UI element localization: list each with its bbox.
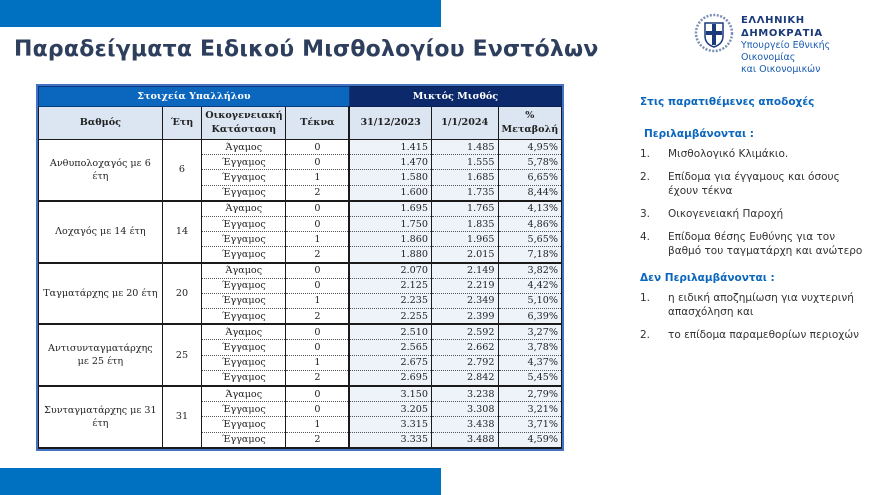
children-cell: 0: [286, 263, 349, 279]
excluded-list: [640, 291, 870, 342]
pct-change-cell: 3,78%: [498, 340, 562, 355]
family-status-cell: Άγαμος: [202, 201, 286, 217]
children-cell: 2: [286, 432, 349, 448]
ministry-logo-text: [741, 14, 880, 76]
col-pct-line2: Μεταβολή: [501, 124, 559, 135]
gross-salary-header: Μικτός Μισθός: [349, 87, 561, 107]
salary-2024-cell: 3.238: [431, 386, 498, 402]
list-text: Οικογενειακή Παροχή: [668, 208, 784, 220]
children-cell: 1: [286, 355, 349, 370]
list-item: [640, 147, 870, 161]
children-cell: 0: [286, 201, 349, 217]
salary-2024-cell: 1.765: [431, 201, 498, 217]
salary-2023-cell: 2.125: [349, 278, 431, 293]
salary-2024-cell: 2.219: [431, 278, 498, 293]
pct-change-cell: 6,65%: [498, 170, 562, 185]
rank-cell: Λοχαγός με 14 έτη: [39, 201, 163, 263]
family-status-cell: Έγγαμος: [202, 293, 286, 308]
salary-2023-cell: 3.150: [349, 386, 431, 402]
table-row: [39, 386, 562, 402]
salary-2023-cell: 1.880: [349, 247, 431, 263]
pct-change-cell: 5,10%: [498, 293, 562, 308]
pct-change-cell: 5,78%: [498, 155, 562, 170]
family-status-cell: Έγγαμος: [202, 309, 286, 325]
salary-2024-cell: 3.488: [431, 432, 498, 448]
table-row: [39, 140, 562, 155]
family-status-cell: Έγγαμος: [202, 402, 286, 417]
logo-title: ΕΛΛΗΝΙΚΗ ΔΗΜΟΚΡΑΤΙΑ: [741, 15, 823, 39]
years-cell: 14: [162, 201, 202, 263]
list-number: 1.: [640, 148, 651, 160]
list-text: η ειδική αποζημίωση για νυχτερινή απασχόληση και: [668, 292, 854, 318]
family-status-cell: Έγγαμος: [202, 417, 286, 432]
salary-2024-cell: 3.308: [431, 402, 498, 417]
rank-cell: Αντισυνταγματάρχης με 25 έτη: [39, 324, 163, 386]
employee-details-header: Στοιχεία Υπαλλήλου: [39, 87, 350, 107]
children-cell: 0: [286, 386, 349, 402]
family-status-cell: Έγγαμος: [202, 170, 286, 185]
salary-2024-cell: 2.662: [431, 340, 498, 355]
children-cell: 1: [286, 417, 349, 432]
salary-2024-cell: 1.835: [431, 216, 498, 231]
rank-cell: Ταγματάρχης με 20 έτη: [39, 263, 163, 325]
pct-change-cell: 4,59%: [498, 432, 562, 448]
salary-2023-cell: 3.315: [349, 417, 431, 432]
family-status-cell: Έγγαμος: [202, 370, 286, 386]
salary-2024-cell: 2.399: [431, 309, 498, 325]
salary-2024-cell: 2.015: [431, 247, 498, 263]
notes-heading: Στις παρατιθέμενες αποδοχές: [640, 96, 815, 108]
list-number: 2.: [640, 171, 651, 183]
pct-change-cell: 3,71%: [498, 417, 562, 432]
children-cell: 0: [286, 324, 349, 340]
salary-2024-cell: 1.735: [431, 185, 498, 201]
pct-change-cell: 5,45%: [498, 370, 562, 386]
list-item: [640, 230, 870, 258]
salary-2024-cell: 2.349: [431, 293, 498, 308]
family-status-cell: Άγαμος: [202, 386, 286, 402]
pct-change-cell: 8,44%: [498, 185, 562, 201]
col-date-1: 31/12/2023: [349, 107, 431, 140]
salary-2023-cell: 3.205: [349, 402, 431, 417]
salary-2023-cell: 1.750: [349, 216, 431, 231]
list-text: Επίδομα για έγγαμους και όσους έχουν τέκνα: [668, 171, 840, 197]
salary-table: [36, 84, 564, 451]
list-number: 1.: [640, 292, 651, 304]
list-item: [640, 291, 870, 319]
rank-cell: Ανθυπολοχαγός με 6 έτη: [39, 140, 163, 201]
children-cell: 1: [286, 232, 349, 247]
salary-2024-cell: 2.842: [431, 370, 498, 386]
page-title: Παραδείγματα Ειδικού Μισθολογίου Ενστόλων: [14, 37, 599, 62]
included-list: [640, 147, 870, 258]
salary-2024-cell: 3.438: [431, 417, 498, 432]
pct-change-cell: 7,18%: [498, 247, 562, 263]
salary-2023-cell: 2.235: [349, 293, 431, 308]
pct-change-cell: 4,13%: [498, 201, 562, 217]
table-row: [39, 201, 562, 217]
children-cell: 2: [286, 247, 349, 263]
family-status-cell: Έγγαμος: [202, 185, 286, 201]
table-row: [39, 324, 562, 340]
notes-panel: [640, 96, 870, 351]
family-status-cell: Έγγαμος: [202, 232, 286, 247]
col-pct-change: [498, 107, 562, 140]
pct-change-cell: 6,39%: [498, 309, 562, 325]
salary-2023-cell: 1.695: [349, 201, 431, 217]
salary-2023-cell: 2.695: [349, 370, 431, 386]
list-number: 3.: [640, 208, 651, 220]
salary-2024-cell: 1.965: [431, 232, 498, 247]
list-item: [640, 207, 870, 221]
family-status-cell: Άγαμος: [202, 263, 286, 279]
col-years: Έτη: [162, 107, 202, 140]
family-status-cell: Έγγαμος: [202, 216, 286, 231]
pct-change-cell: 4,86%: [498, 216, 562, 231]
rank-cell: Συνταγματάρχης με 31 έτη: [39, 386, 163, 448]
col-children: Τέκνα: [286, 107, 349, 140]
salary-2023-cell: 1.600: [349, 185, 431, 201]
col-family-status-line2: Κατάσταση: [211, 124, 277, 135]
pct-change-cell: 4,37%: [498, 355, 562, 370]
children-cell: 1: [286, 293, 349, 308]
pct-change-cell: 2,79%: [498, 386, 562, 402]
greek-coat-of-arms-icon: [694, 13, 734, 53]
list-text: Μισθολογικό Κλιμάκιο.: [668, 148, 789, 160]
children-cell: 0: [286, 402, 349, 417]
salary-2023-cell: 3.335: [349, 432, 431, 448]
list-number: 2.: [640, 329, 651, 341]
col-rank: Βαθμός: [39, 107, 163, 140]
col-family-status-line1: Οικογενειακή: [205, 110, 283, 121]
family-status-cell: Έγγαμος: [202, 340, 286, 355]
logo-subtitle-1: Υπουργείο Εθνικής Οικονομίας: [741, 40, 831, 63]
children-cell: 0: [286, 155, 349, 170]
salary-2023-cell: 2.565: [349, 340, 431, 355]
children-cell: 2: [286, 309, 349, 325]
salary-2023-cell: 1.470: [349, 155, 431, 170]
family-status-cell: Έγγαμος: [202, 432, 286, 448]
included-title: Περιλαμβάνονται :: [644, 128, 754, 140]
bottom-accent-bar: [0, 468, 441, 495]
family-status-cell: Άγαμος: [202, 140, 286, 155]
salary-2023-cell: 1.860: [349, 232, 431, 247]
salary-2024-cell: 2.592: [431, 324, 498, 340]
list-text: Επίδομα θέσης Ευθύνης για τον βαθμό του ταγματάρχη και ανώτερο: [668, 231, 863, 257]
salary-2024-cell: 1.485: [431, 140, 498, 155]
salary-2023-cell: 2.255: [349, 309, 431, 325]
excluded-title: Δεν Περιλαμβάνονται :: [640, 272, 775, 284]
list-number: 4.: [640, 231, 651, 243]
family-status-cell: Έγγαμος: [202, 355, 286, 370]
children-cell: 0: [286, 278, 349, 293]
salary-2023-cell: 1.415: [349, 140, 431, 155]
family-status-cell: Έγγαμος: [202, 155, 286, 170]
years-cell: 6: [162, 140, 202, 201]
children-cell: 1: [286, 170, 349, 185]
salary-2023-cell: 1.580: [349, 170, 431, 185]
list-item: [640, 328, 870, 342]
pct-change-cell: 5,65%: [498, 232, 562, 247]
pct-change-cell: 3,27%: [498, 324, 562, 340]
list-text: το επίδομα παραμεθορίων περιοχών: [668, 329, 860, 341]
children-cell: 2: [286, 370, 349, 386]
table-row: [39, 263, 562, 279]
children-cell: 0: [286, 140, 349, 155]
pct-change-cell: 4,42%: [498, 278, 562, 293]
children-cell: 0: [286, 216, 349, 231]
salary-2023-cell: 2.510: [349, 324, 431, 340]
col-pct-line1: %: [525, 110, 535, 121]
salary-2024-cell: 2.792: [431, 355, 498, 370]
family-status-cell: Έγγαμος: [202, 278, 286, 293]
col-date-2: 1/1/2024: [431, 107, 498, 140]
list-item: [640, 170, 870, 198]
salary-2023-cell: 2.675: [349, 355, 431, 370]
family-status-cell: Έγγαμος: [202, 247, 286, 263]
pct-change-cell: 3,82%: [498, 263, 562, 279]
top-accent-bar: [0, 0, 441, 27]
logo-subtitle-2: και Οικονομικών: [741, 64, 821, 75]
years-cell: 31: [162, 386, 202, 448]
col-family-status: [202, 107, 286, 140]
pct-change-cell: 4,95%: [498, 140, 562, 155]
family-status-cell: Άγαμος: [202, 324, 286, 340]
children-cell: 2: [286, 185, 349, 201]
years-cell: 20: [162, 263, 202, 325]
years-cell: 25: [162, 324, 202, 386]
salary-2023-cell: 2.070: [349, 263, 431, 279]
children-cell: 0: [286, 340, 349, 355]
salary-2024-cell: 1.555: [431, 155, 498, 170]
salary-2024-cell: 1.685: [431, 170, 498, 185]
pct-change-cell: 3,21%: [498, 402, 562, 417]
salary-2024-cell: 2.149: [431, 263, 498, 279]
